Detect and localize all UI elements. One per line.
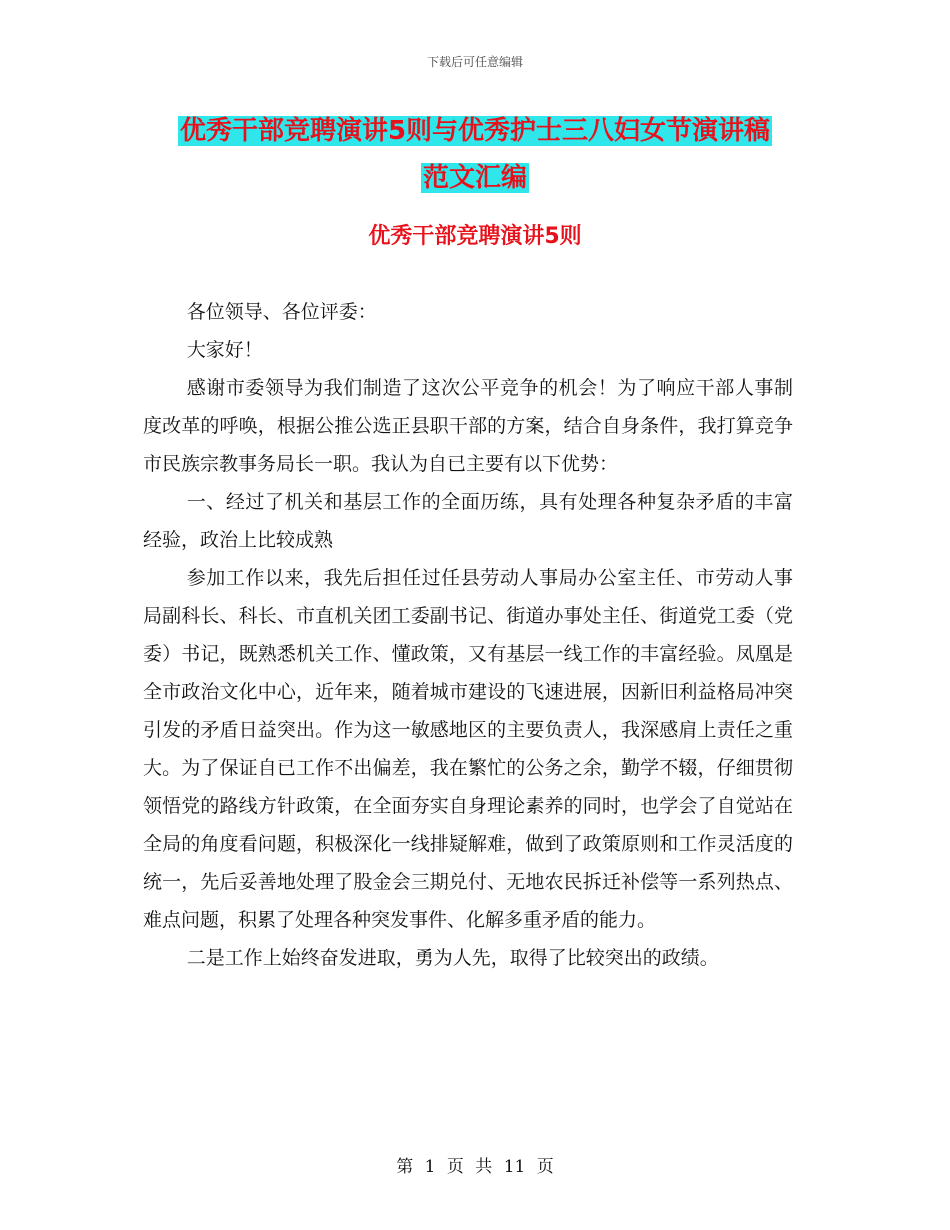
header-note: 下载后可任意编辑	[426, 55, 523, 69]
paragraph: 一、经过了机关和基层工作的全面历练，具有处理各种复杂矛盾的丰富经验，政治上比较成熟	[143, 491, 793, 551]
page-number: 第 1 页 共 11 页	[396, 1157, 554, 1177]
paragraph: 感谢市委领导为我们制造了这次公平竞争的机会！为了响应干部人事制度改革的呼唤，根据公推公选正县职干部的方案，结合自身条件，我打算竞争市民族宗教事务局长一职。我认为自已主要有以下优势：	[143, 377, 793, 475]
document-title-line-2: 范文汇编	[422, 163, 527, 193]
salutation: 各位领导、各位评委：	[186, 301, 377, 323]
body-text	[143, 293, 793, 977]
document-title	[0, 108, 950, 202]
section-title: 优秀干部竞聘演讲5则	[368, 224, 582, 249]
paragraph: 二是工作上始终奋发进取，勇为人先，取得了比较突出的政绩。	[186, 947, 719, 969]
paragraph: 参加工作以来，我先后担任过任县劳动人事局办公室主任、市劳动人事局副科长、科长、市直机关团工委副书记、街道办事处主任、街道党工委（党委）书记，既熟悉机关工作、懂政策，又有基层一线工作的丰富经验。凤凰是全市政治文化中心，近年来，随着城市建设的飞速进展，因新旧利益格局冲突引发的矛盾日益突出。作为这一敏感地区的主要负责人，我深感肩上责任之重大。为了保证自已工作不出偏差，我在繁忙的公务之余，勤学不辍，仔细贯彻领悟党的路线方针政策，在全面夯实自身理论素养的同时，也学会了自觉站在全局的角度看问题，积极深化一线排疑解难，做到了政策原则和工作灵活度的统一，先后妥善地处理了股金会三期兑付、无地农民拆迁补偿等一系列热点、难点问题，积累了处理各种突发事件、化解多重矛盾的能力。	[143, 567, 793, 931]
document-title-line-1: 优秀干部竞聘演讲5则与优秀护士三八妇女节演讲稿	[179, 116, 771, 146]
greeting: 大家好！	[186, 339, 263, 361]
